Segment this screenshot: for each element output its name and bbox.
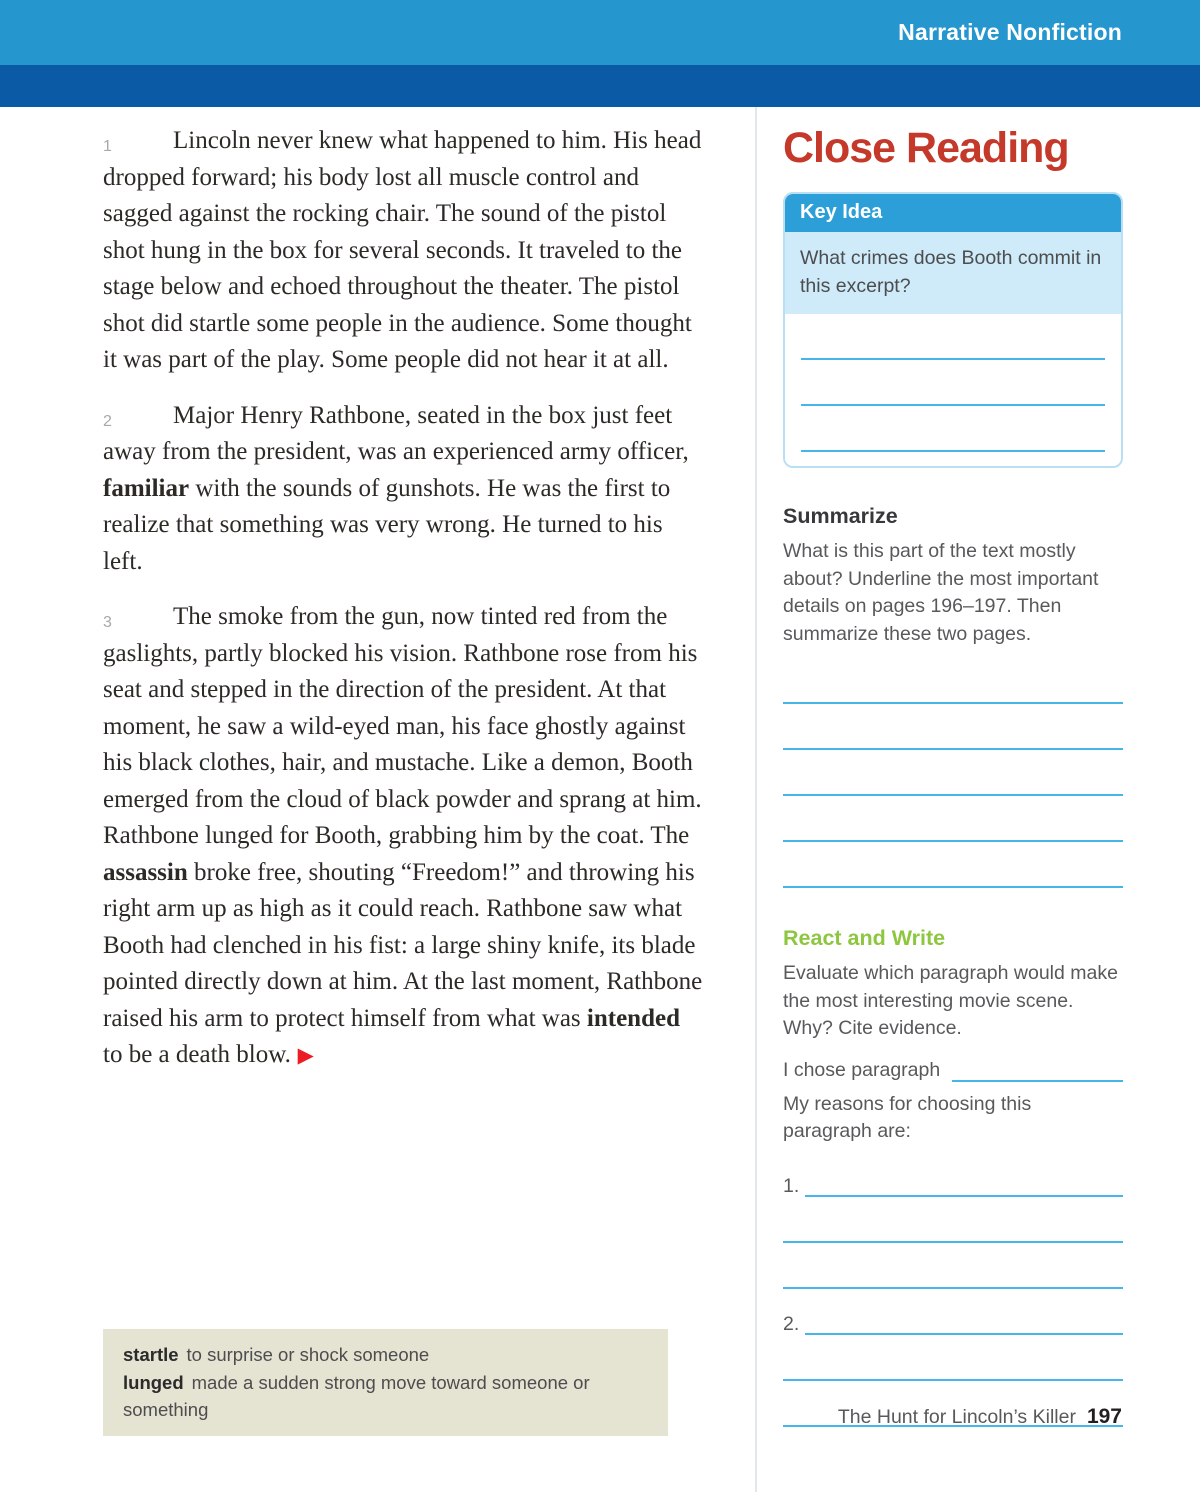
answer-number-label: 1. [783,1174,800,1197]
answer-write-line[interactable] [783,1335,1123,1381]
numbered-answer-row [783,1335,1123,1381]
vocab-definition: to surprise or shock someone [186,1344,430,1365]
reasons-label: My reasons for choosing this paragraph are: [783,1092,1032,1142]
vocab-box [103,1329,668,1436]
answer-write-line[interactable] [801,314,1105,360]
paragraph-number: 2 [103,412,112,430]
answer-number-label: 2. [783,1312,800,1335]
answer-write-line[interactable] [783,1197,1123,1243]
react-and-write-prompt: Evaluate which paragraph would make the most interesting movie scene. Why? Cite evidence. [783,962,1118,1039]
chose-paragraph-label: I chose paragraph [783,1058,941,1081]
answer-write-line[interactable] [783,704,1123,750]
page-content [0,107,1200,1492]
summarize-heading: Summarize [783,504,898,528]
page-footer [838,1405,1122,1429]
passage-paragraphs [103,123,703,1074]
answer-write-line[interactable] [805,1151,1123,1197]
passage-column [103,123,703,1093]
end-of-excerpt-arrow-icon: ▶ [290,1043,314,1067]
passage-paragraph [103,599,703,1074]
key-idea-header: Key Idea [785,194,1121,232]
answer-write-line[interactable] [783,796,1123,842]
page-number: 197 [1086,1405,1122,1428]
numbered-answer-row [783,1289,1123,1335]
vocab-entry [123,1369,652,1424]
numbered-answer-row [783,1243,1123,1289]
answer-write-line[interactable] [801,406,1105,452]
accent-band [0,65,1200,107]
summarize-answer-lines [783,658,1123,888]
answer-write-line[interactable] [783,1243,1123,1289]
paragraph-number: 3 [103,614,112,631]
chose-paragraph-blank[interactable] [952,1056,1123,1082]
summarize-prompt: What is this part of the text mostly about? Underline the most important details on pages 196–197. Then summarize these two pages. [783,540,1099,645]
close-reading-title: Close Reading [783,124,1069,172]
summarize-section [783,504,1123,888]
react-and-write-section [783,926,1123,1427]
paragraph-text: The smoke from the gun, now tinted red from the gaslights, partly blocked his vision. Rathbone rose from his seat and stepped in the direction of the president. At that moment, he saw a wild-eyed man, his face ghostly against his black clothes, hair, and mustache. Like a demon, Booth emerged from the cloud of black powder and sprang at him. Rathbone lunged for Booth, grabbing him by the coat. The assassin broke free, shouting “Freedom!” and throwing his right arm up as high as it could reach. Rathbone saw what Booth had clenched in his fist: a large shiny knife, its blade pointed directly down at him. At the last moment, Rathbone raised his arm to protect himself from what was intended to be a death blow. ▶ [103,603,703,1068]
book-title: The Hunt for Lincoln’s Killer [837,1406,1076,1428]
vocab-definition: made a sudden strong move toward someone or something [123,1371,590,1420]
numbered-answer-row [783,1197,1123,1243]
vocab-term: lunged [123,1371,184,1393]
passage-paragraph [103,398,703,581]
chose-paragraph-row [783,1056,1123,1082]
answer-write-line[interactable] [805,1289,1123,1335]
react-numbered-lines [783,1151,1123,1427]
paragraph-text: Major Henry Rathbone, seated in the box just feet away from the president, was an experienced army officer, familiar with the sounds of gunshots. He was the first to realize that something was very wrong. He turned to his left. [103,401,689,575]
vocab-term: startle [123,1344,179,1365]
numbered-answer-row [783,1151,1123,1197]
paragraph-text: Lincoln never knew what happened to him. His head dropped forward; his body lost all muscle control and sagged against the rocking chair. The sound of the pistol shot hung in the box for several seconds. It traveled to the stage below and echoed throughout the theater. The pistol shot did startle some people in the audience. Some thought it was part of the play. Some people did not hear it at all. [103,127,702,373]
answer-write-line[interactable] [801,360,1105,406]
answer-write-line[interactable] [783,658,1123,704]
key-idea-box [783,192,1123,468]
passage-paragraph [103,123,703,379]
section-label: Narrative Nonfiction [898,19,1122,45]
react-and-write-heading: React and Write [783,926,946,950]
key-idea-answer-lines [785,314,1121,466]
answer-write-line[interactable] [783,842,1123,888]
section-band [0,0,1200,65]
key-idea-question: What crimes does Booth commit in this excerpt? [785,232,1121,314]
answer-write-line[interactable] [783,750,1123,796]
close-reading-sidebar [783,124,1123,1427]
column-divider [755,107,757,1492]
vocab-entry [123,1341,652,1369]
paragraph-number: 1 [103,138,112,155]
